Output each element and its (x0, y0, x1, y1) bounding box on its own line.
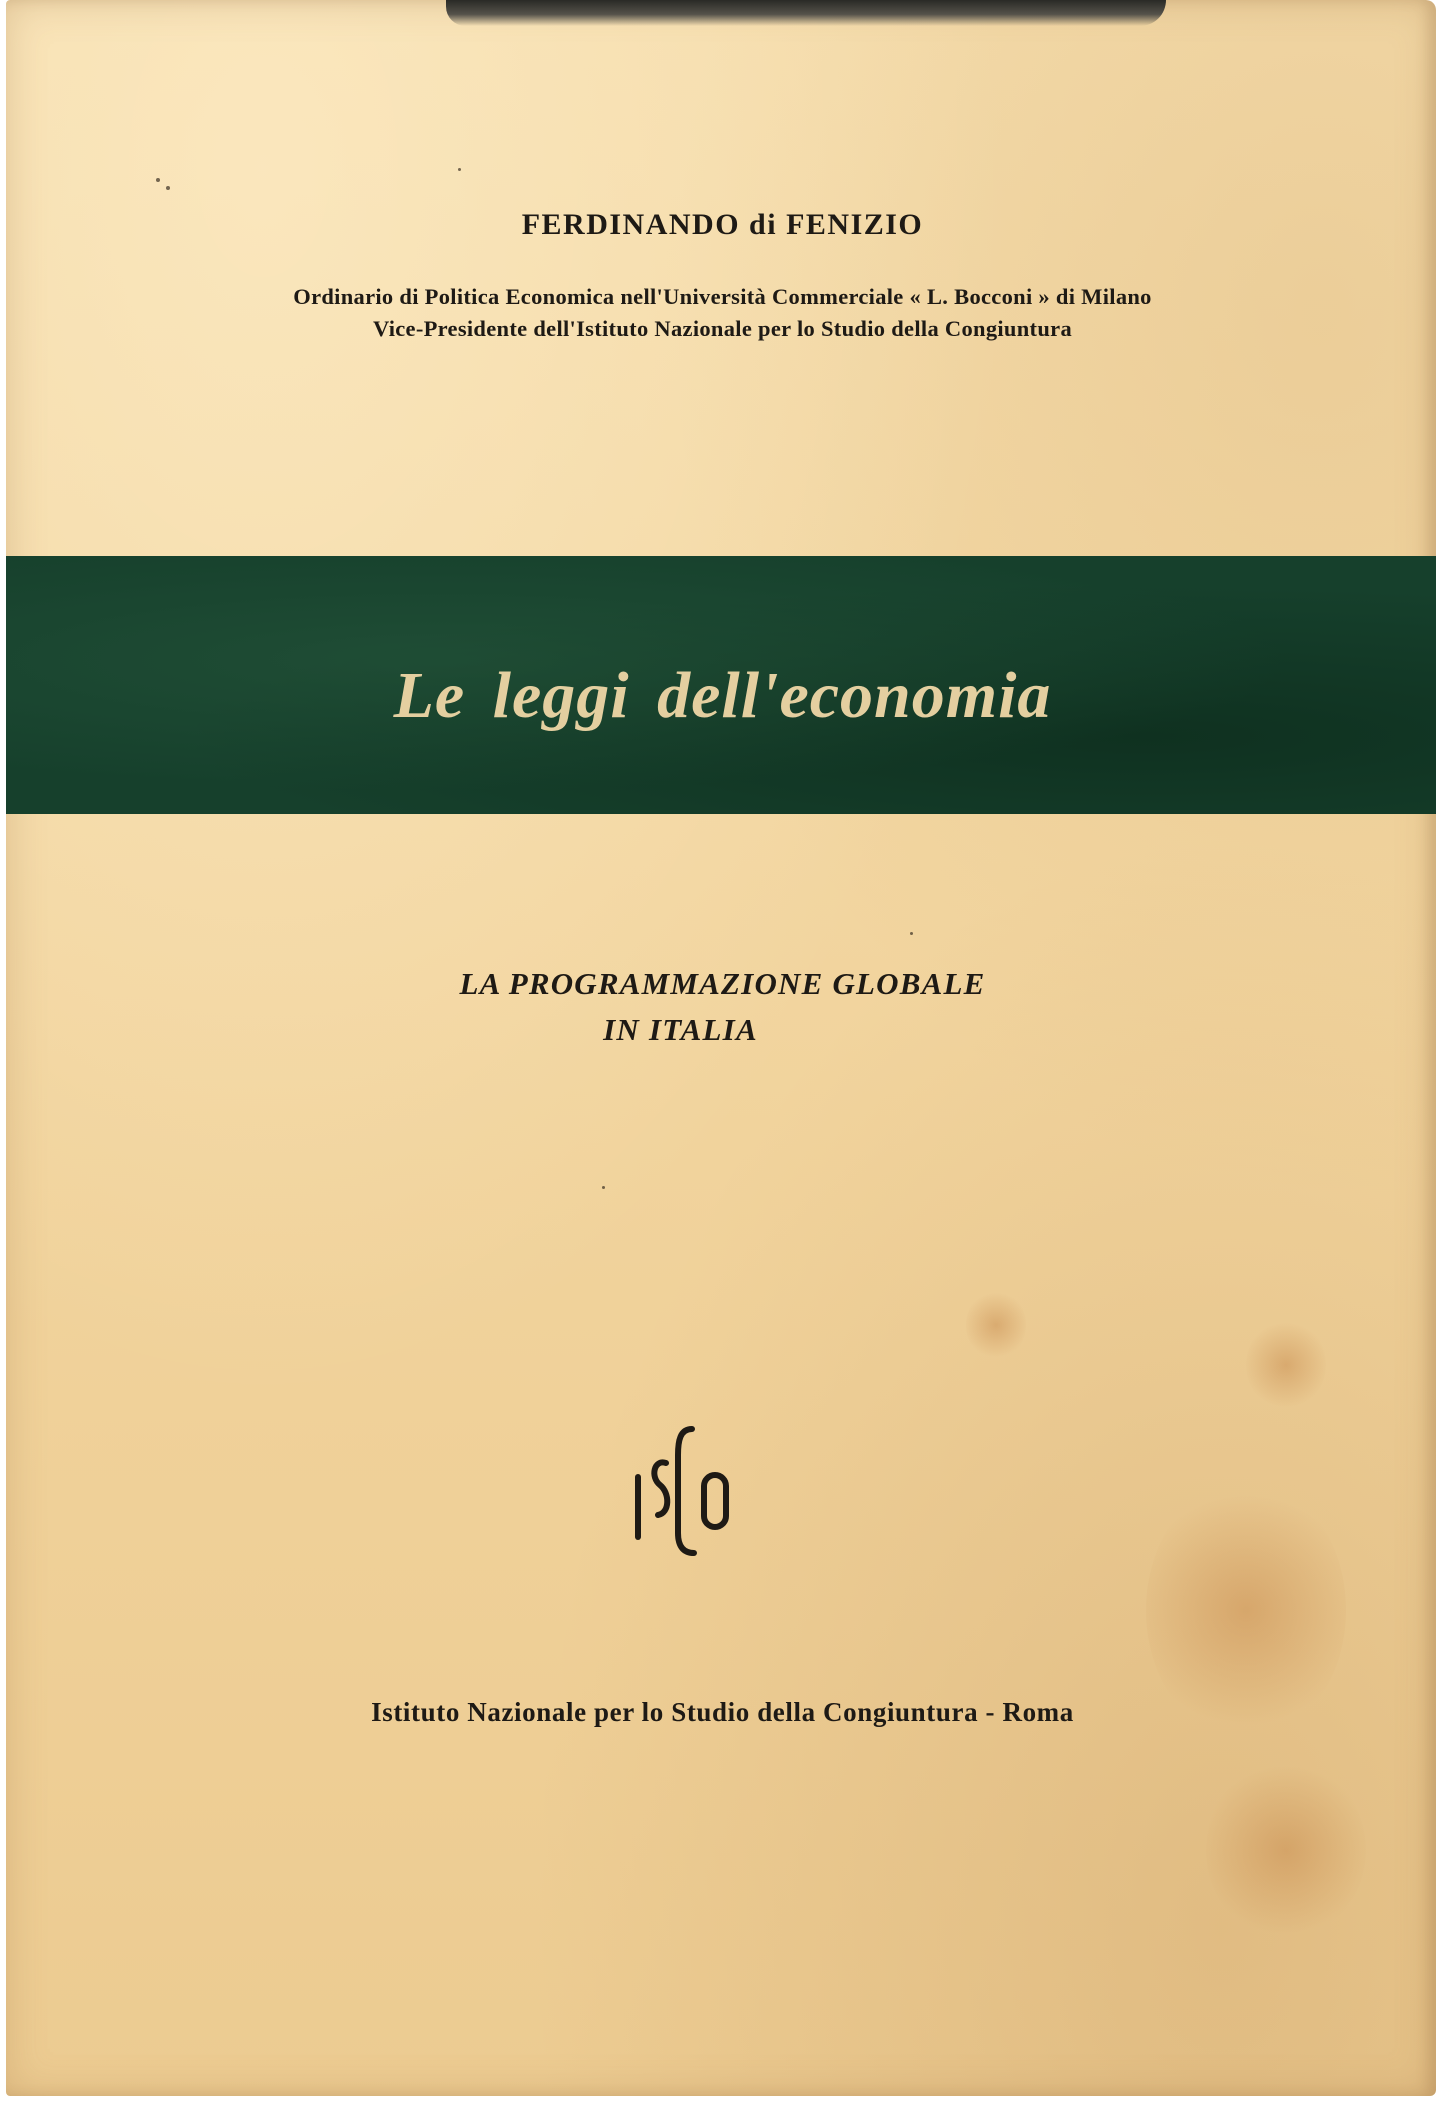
isco-logo (628, 1415, 732, 1565)
book-title: Le leggi dell'economia (393, 659, 1052, 732)
age-stain (1246, 1320, 1326, 1410)
speck (156, 178, 160, 182)
publisher: Istituto Nazionale per lo Studio della Congiuntura - Roma (371, 1697, 1074, 1727)
author-affiliation-line-2: Vice-Presidente dell'Istituto Nazionale per lo Studio della Congiuntura (372, 316, 1072, 341)
speck (458, 168, 461, 171)
age-stain (1206, 1760, 1366, 1940)
worn-top-edge (446, 0, 1166, 26)
author-affiliation-line-1: Ordinario di Politica Economica nell'Università Commerciale « L. Bocconi » di Milano (293, 284, 1152, 309)
subtitle-line-2: IN ITALIA (603, 1012, 758, 1047)
speck (166, 186, 170, 190)
speck (910, 932, 913, 935)
age-stain (966, 1290, 1026, 1360)
book-cover (6, 0, 1436, 2096)
subtitle-line-1: LA PROGRAMMAZIONE GLOBALE (459, 966, 986, 1001)
author-name: FERDINANDO di FENIZIO (521, 208, 924, 241)
speck (602, 1186, 605, 1189)
